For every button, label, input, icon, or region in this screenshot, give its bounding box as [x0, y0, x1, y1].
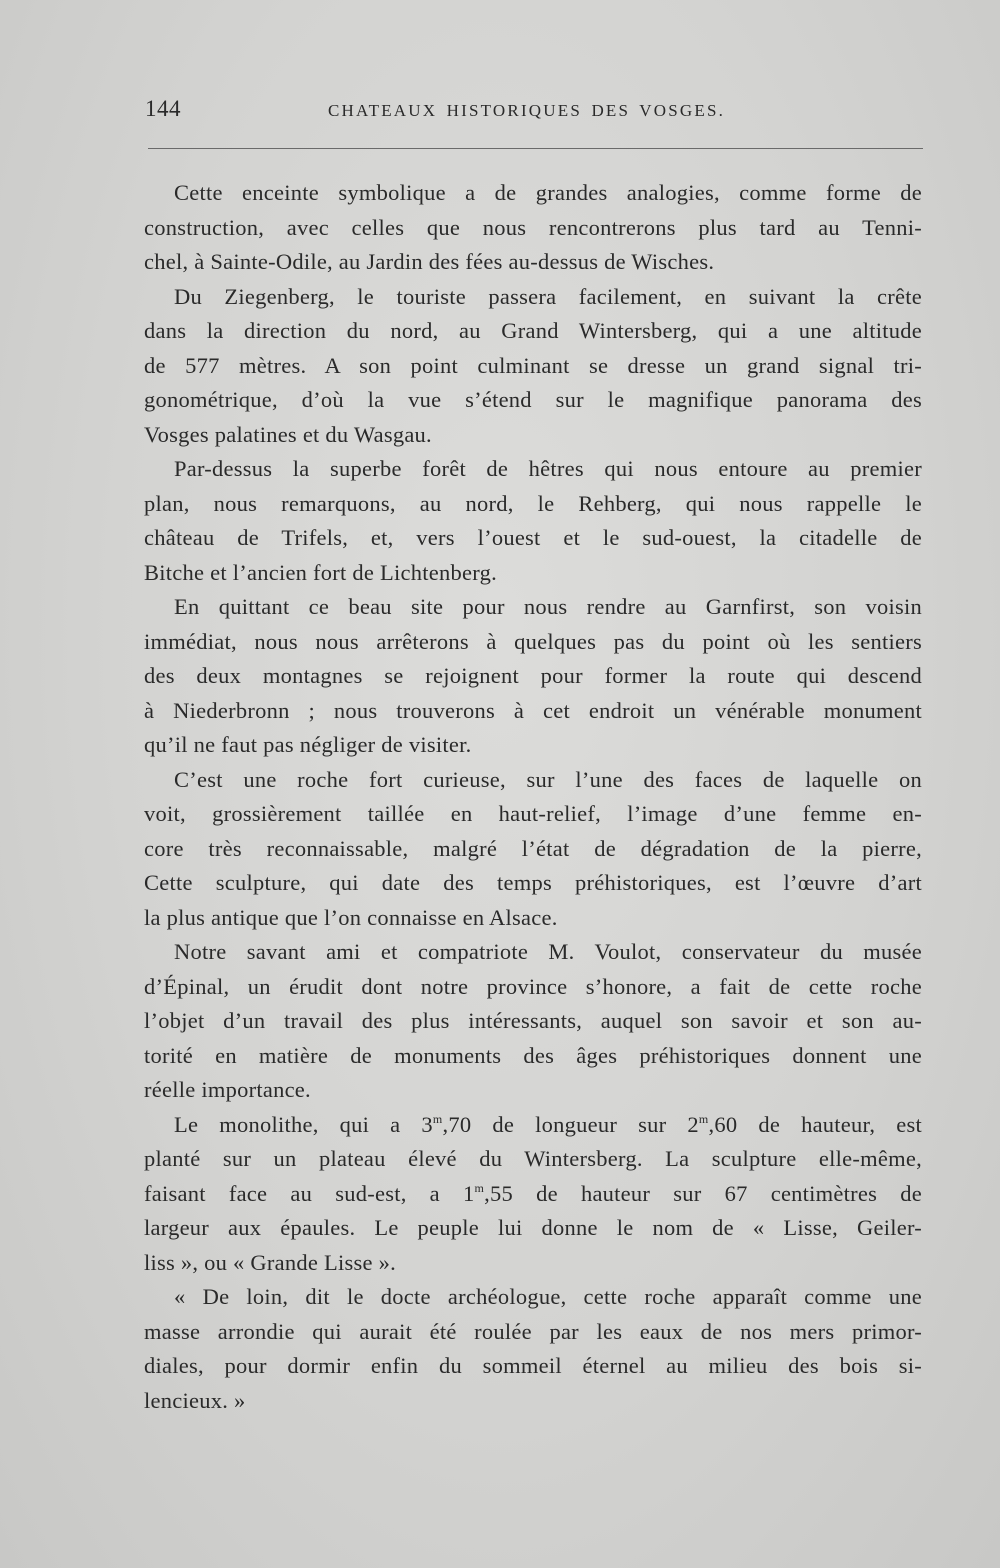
- text-line: planté sur un plateau élevé du Wintersberg. La sculpture elle-même,: [144, 1146, 922, 1171]
- text-line: voit, grossièrement taillée en haut-relief, l’image d’une femme en-: [144, 801, 922, 826]
- text-line: gonométrique, d’où la vue s’étend sur le magnifique panorama des: [144, 387, 922, 412]
- text-line: plan, nous remarquons, au nord, le Rehberg, qui nous rappelle le: [144, 490, 922, 516]
- text-line: C’est une roche fort curieuse, sur l’une des faces de laquelle on: [174, 766, 922, 792]
- text-line: Bitche et l’ancien fort de Lichtenberg.: [144, 559, 497, 585]
- text-line: Vosges palatines et du Wasgau.: [144, 421, 432, 447]
- text-line: d’Épinal, un érudit dont notre province s’honore, a fait de cette roche: [144, 973, 922, 999]
- text-line: torité en matière de monuments des âges préhistoriques donnent une: [144, 1042, 922, 1068]
- text-line: l’objet d’un travail des plus intéressants, auquel son savoir et son au-: [144, 1008, 922, 1033]
- text-line: [144, 1177, 922, 1212]
- text-line: à Niederbronn ; nous trouverons à cet endroit un vénérable monument: [144, 697, 922, 723]
- text-line: château de Trifels, et, vers l’ouest et le sud-ouest, la citadelle de: [144, 525, 922, 550]
- text-line: qu’il ne faut pas négliger de visiter.: [144, 732, 472, 757]
- text-line: lencieux. »: [144, 1387, 246, 1413]
- unit-superscript: m: [432, 1111, 443, 1126]
- text-line: de 577 mètres. A son point culminant se dresse un grand signal tri-: [144, 352, 922, 378]
- text-line: chel, à Sainte-Odile, au Jardin des fées au-dessus de Wisches.: [144, 249, 715, 274]
- text-line: En quittant ce beau site pour nous rendre au Garnfirst, son voisin: [174, 594, 922, 619]
- running-title: CHATEAUX HISTORIQUES DES VOSGES.: [328, 101, 726, 120]
- text-fragment: ,70 de longueur sur 2: [442, 1111, 699, 1137]
- text-line: « De loin, dit le docte archéologue, cette roche apparaît comme une: [174, 1284, 922, 1309]
- text-line: Cette enceinte symbolique a de grandes analogies, comme forme de: [174, 180, 922, 205]
- text-fragment: ,55 de hauteur sur 67 centimètres de: [484, 1180, 922, 1206]
- text-line: dans la direction du nord, au Grand Wintersberg, qui a une altitude: [144, 318, 922, 343]
- text-line: Cette sculpture, qui date des temps préhistoriques, est l’œuvre d’art: [144, 870, 922, 895]
- text-line: Par-dessus la superbe forêt de hêtres qui nous entoure au premier: [174, 456, 922, 481]
- page-header: [145, 96, 925, 132]
- text-line: masse arrondie qui aurait été roulée par les eaux de nos mers primor-: [144, 1318, 922, 1344]
- text-line: largeur aux épaules. Le peuple lui donne le nom de « Lisse, Geiler-: [144, 1215, 922, 1240]
- text-line: Notre savant ami et compatriote M. Voulot, conservateur du musée: [174, 939, 922, 964]
- text-fragment: faisant face au sud-est, a 1: [144, 1180, 475, 1206]
- text-line: la plus antique que l’on connaisse en Alsace.: [144, 904, 558, 930]
- text-line: Du Ziegenberg, le touriste passera facilement, en suivant la crête: [174, 283, 922, 309]
- text-line: diales, pour dormir enfin du sommeil éternel au milieu des bois si-: [144, 1353, 922, 1378]
- text-fragment: Le monolithe, qui a 3: [174, 1111, 433, 1137]
- unit-superscript: m: [474, 1180, 485, 1195]
- text-line: réelle importance.: [144, 1077, 311, 1102]
- header-rule: [148, 148, 923, 149]
- text-line: [144, 1108, 922, 1143]
- unit-superscript: m: [698, 1111, 709, 1126]
- text-line: des deux montagnes se rejoignent pour former la route qui descend: [144, 663, 922, 688]
- page-number: 144: [145, 96, 181, 121]
- text-fragment: ,60 de hauteur, est: [708, 1111, 923, 1137]
- text-line: immédiat, nous nous arrêterons à quelques pas du point où les sentiers: [144, 628, 922, 654]
- body-text: [144, 176, 922, 1418]
- text-line: construction, avec celles que nous rencontrerons plus tard au Tenni-: [144, 214, 922, 240]
- text-line: liss », ou « Grande Lisse ».: [144, 1249, 396, 1275]
- text-line: core très reconnaissable, malgré l’état de dégradation de la pierre,: [144, 835, 922, 861]
